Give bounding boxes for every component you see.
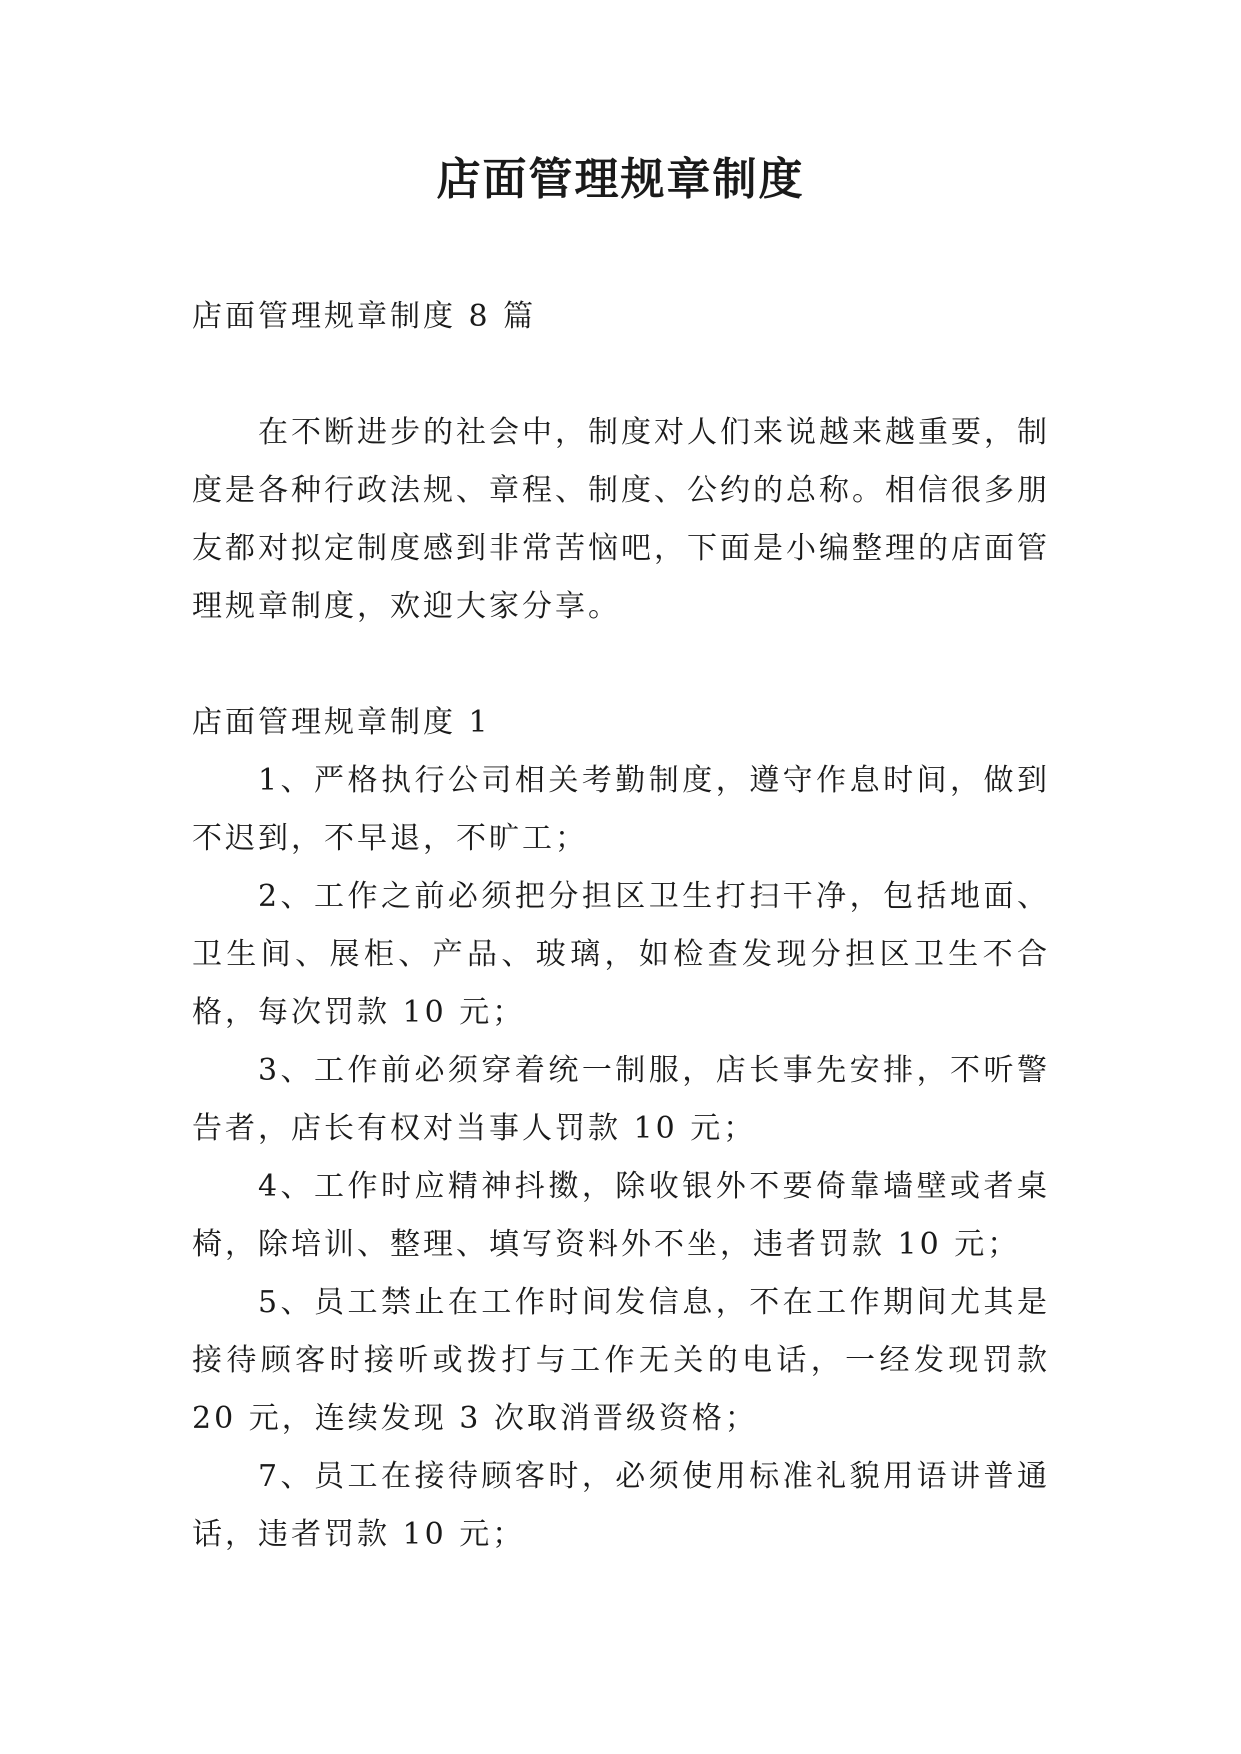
document-body: [192, 288, 1050, 1564]
document-title: 店面管理规章制度: [436, 154, 805, 205]
intro-paragraph: 在不断进步的社会中，制度对人们来说越来越重要，制度是各种行政法规、章程、制度、公约的总称。相信很多朋友都对拟定制度感到非常苦恼吧，下面是小编整理的店面管理规章制度，欢迎大家分享。: [192, 415, 1050, 624]
rule-item: 7、员工在接待顾客时，必须使用标准礼貌用语讲普通话，违者罚款 10 元；: [192, 1459, 1050, 1552]
document-subtitle: 店面管理规章制度 8 篇: [192, 299, 537, 334]
section-heading: 店面管理规章制度 1: [192, 705, 491, 740]
rule-item: 4、工作时应精神抖擞，除收银外不要倚靠墙壁或者桌椅，除培训、整理、填写资料外不坐，违者罚款 10 元；: [192, 1169, 1050, 1262]
rule-item: 1、严格执行公司相关考勤制度，遵守作息时间，做到不迟到，不早退，不旷工；: [192, 763, 1050, 856]
rule-item: 5、员工禁止在工作时间发信息，不在工作期间尤其是接待顾客时接听或拨打与工作无关的电话，一经发现罚款 20 元，连续发现 3 次取消晋级资格；: [192, 1285, 1050, 1436]
rule-item: 3、工作前必须穿着统一制服，店长事先安排，不听警告者，店长有权对当事人罚款 10 元；: [192, 1053, 1050, 1146]
rule-item: 2、工作之前必须把分担区卫生打扫干净，包括地面、卫生间、展柜、产品、玻璃，如检查发现分担区卫生不合格，每次罚款 10 元；: [192, 879, 1050, 1030]
